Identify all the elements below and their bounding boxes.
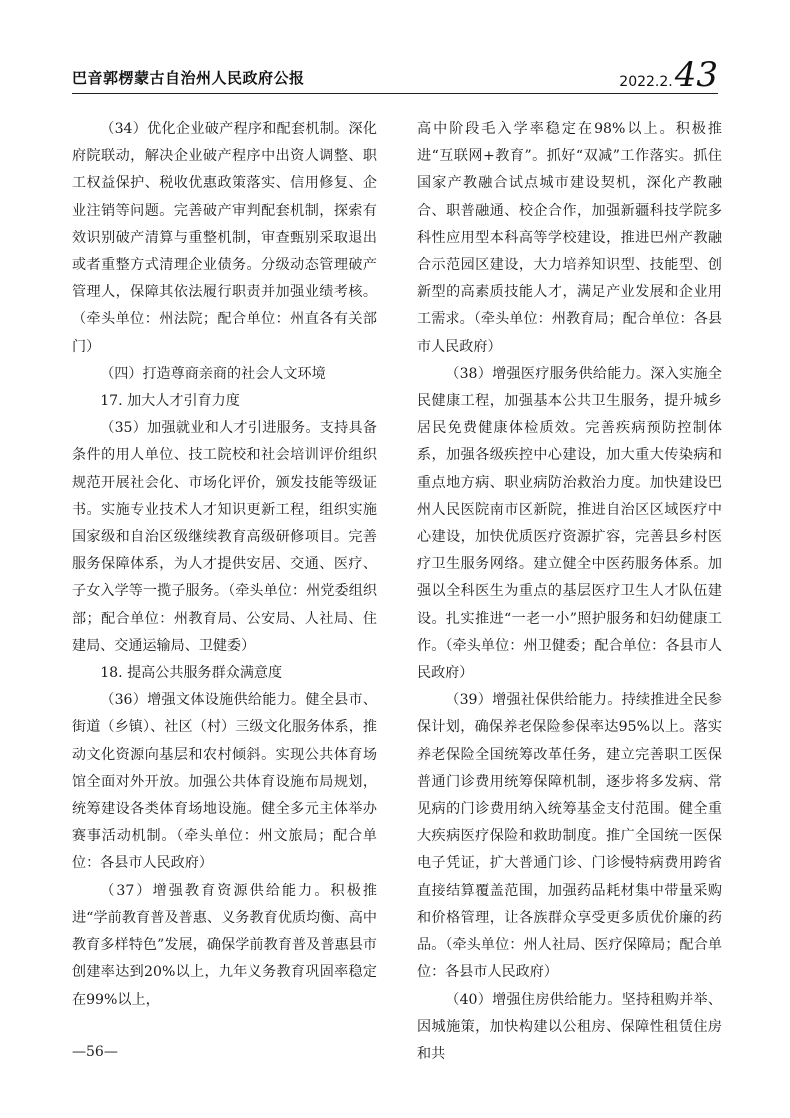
issue-page-number: 43	[674, 55, 718, 95]
left-column	[72, 116, 377, 1014]
paragraph: （38）增强医疗服务供给能力。深入实施全民健康工程，加强基本公共卫生服务，提升城乡居民免费健康体检质效。完善疾病预防控制体系，加强各级疾控中心建设，加大重大传染病和重点地方病、职业病防治救治力度。加快建设巴州人民医院南市区新院，推进自治区区域医疗中心建设，加快优质医疗资源扩容，完善县乡村医疗卫生服务网络。建立健全中医药服务体系。加强以全科医生为重点的基层医疗卫生人才队伍建设。扎实推进“一老一小”照护服务和妇幼健康工作。（牵头单位：州卫健委；配合单位：各县市人民政府）	[417, 365, 722, 682]
paragraph: （40）增强住房供给能力。坚持租购并举、因城施策，加快构建以公租房、保障性租赁住房和共	[417, 991, 722, 1062]
subsection-heading: 17. 加大人才引育力度	[100, 393, 240, 410]
issue-info	[619, 55, 718, 95]
footer-page-number: —56—	[72, 1044, 118, 1060]
paragraph: （36）增强文体设施供给能力。健全县市、街道（乡镇）、社区（村）三级文化服务体系，推动文化资源向基层和农村倾斜。实现公共体育场馆全面对外开放。加强公共体育设施布局规划，统筹建设各类体育场地设施。健全多元主体举办赛事活动机制。（牵头单位：州文旅局；配合单位：各县市人民政府）	[72, 692, 377, 872]
journal-title: 巴音郭楞蒙古自治州人民政府公报	[72, 69, 305, 87]
paragraph: （39）增强社保供给能力。持续推进全民参保计划，确保养老保险参保率达95%以上。落实养老保险全国统筹改革任务，建立完善职工医保普通门诊费用统筹保障机制，逐步将多发病、常见病的门诊费用纳入统筹基金支付范围。健全重大疾病医疗保险和救助制度。推广全国统一医保电子凭证，扩大普通门诊、门诊慢特病费用跨省直接结算覆盖范围，加强药品耗材集中带量采购和价格管理，让各族群众享受更多质优价廉的药品。（牵头单位：州人社局、医疗保障局；配合单位：各县市人民政府）	[417, 692, 722, 981]
paragraph-continued: 高中阶段毛入学率稳定在98%以上。积极推进“互联网+教育”。抓好“双减”工作落实。抓住国家产教融合试点城市建设契机，深化产教融合、职普融通、校企合作，加强新疆科技学院多科性应用型本科高等学校建设，推进巴州产教融合示范园区建设，大力培养知识型、技能型、创新型的高素质技能人才，满足产业发展和企业用工需求。（牵头单位：州教育局；配合单位：各县市人民政府）	[417, 121, 722, 355]
page-header	[72, 52, 718, 95]
right-column	[417, 116, 722, 1068]
paragraph: （37）增强教育资源供给能力。积极推进“学前教育普及普惠、义务教育优质均衡、高中教育多样特色”发展，确保学前教育普及普惠县市创建率达到20%以上，九年义务教育巩固率稳定在99%以上，	[72, 882, 377, 1008]
paragraph: （34）优化企业破产程序和配套机制。深化府院联动，解决企业破产程序中出资人调整、职工权益保护、税收优惠政策落实、信用修复、企业注销等问题。完善破产审判配套机制，探索有效识别破产清算与重整机制，审查甄别采取退出或者重整方式清理企业债务。分级动态管理破产管理人，保障其依法履行职责并加强业绩考核。（牵头单位：州法院；配合单位：州直各有关部门）	[72, 121, 377, 355]
section-heading: （四）打造尊商亲商的社会人文环境	[100, 365, 326, 382]
subsection-heading: 18. 提高公共服务群众满意度	[100, 665, 283, 682]
paragraph: （35）加强就业和人才引进服务。支持具备条件的用人单位、技工院校和社会培训评价组织规范开展社会化、市场化评价，颁发技能等级证书。实施专业技术人才知识更新工程，组织实施国家级和自治区级继续教育高级研修项目。完善服务保障体系，为人才提供安居、交通、医疗、子女入学等一揽子服务。（牵头单位：州党委组织部；配合单位：州教育局、公安局、人社局、住建局、交通运输局、卫健委）	[72, 420, 377, 654]
header-divider	[72, 93, 718, 94]
issue-date: 2022.2.	[619, 74, 673, 90]
